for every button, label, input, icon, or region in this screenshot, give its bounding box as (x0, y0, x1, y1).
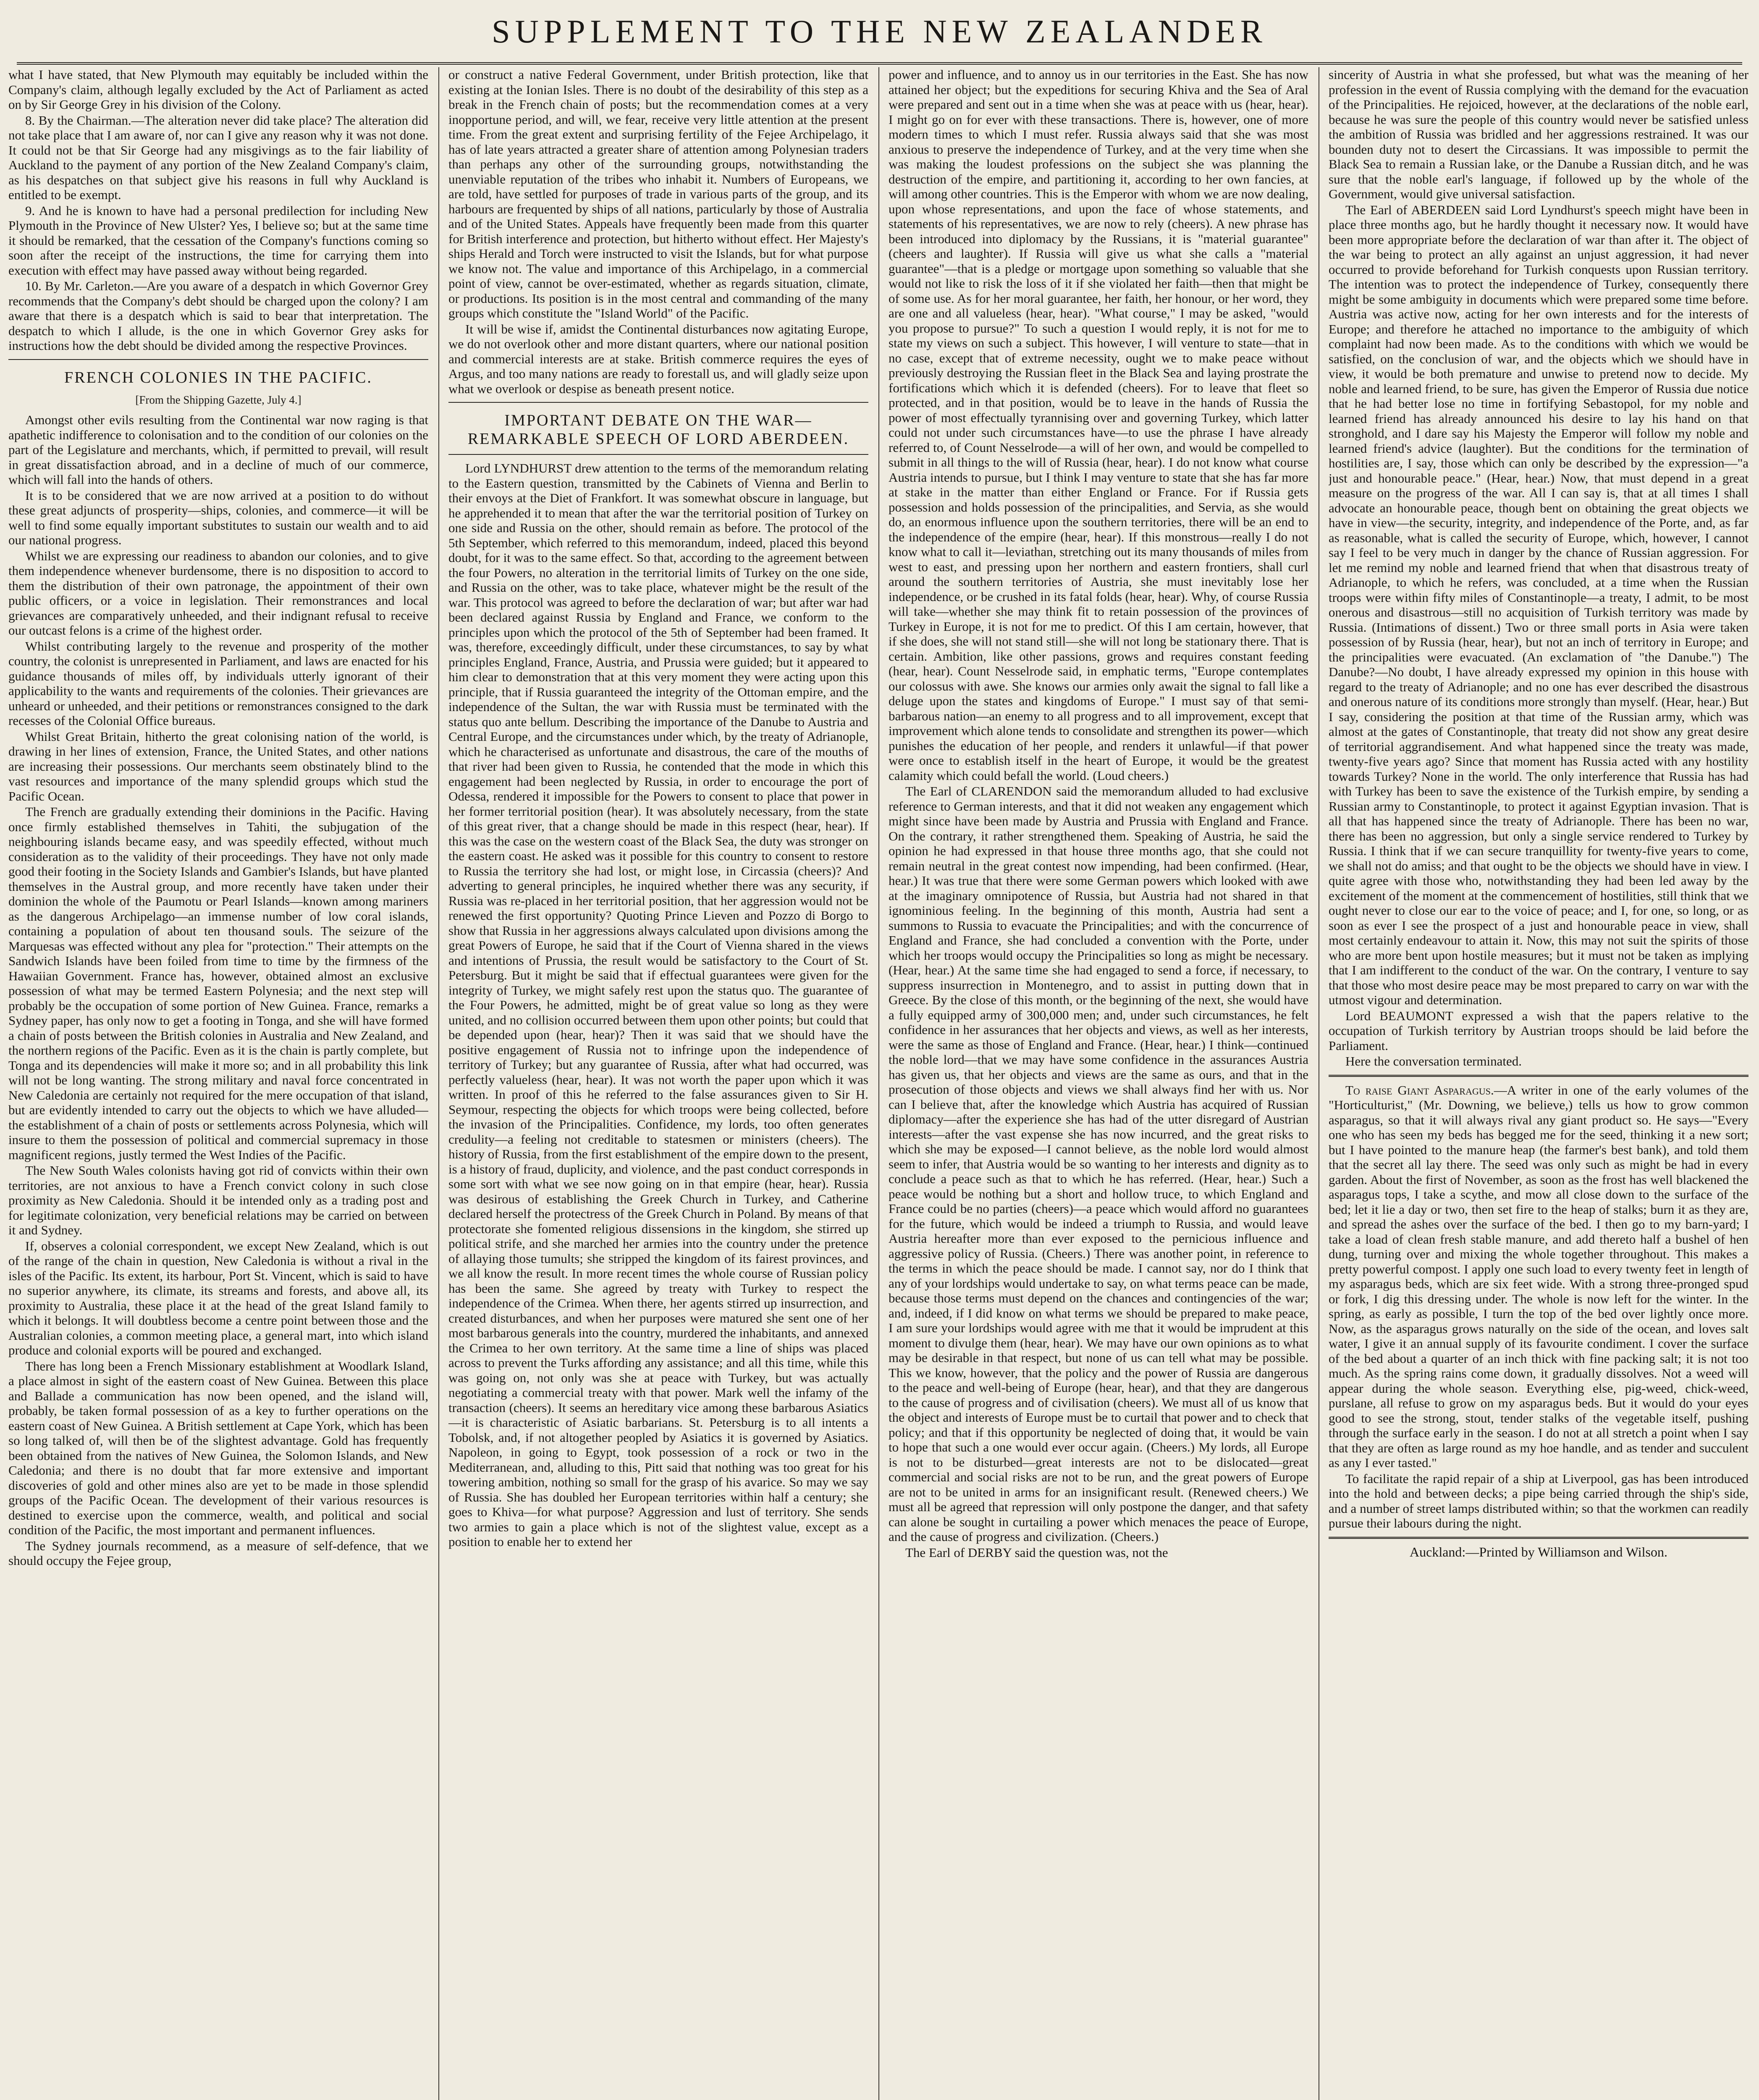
column-4 (1329, 67, 1749, 2100)
paragraph: The Earl of DERBY said the question was, not the (905, 1545, 1168, 1560)
paragraph: Here the conversation terminated. (1345, 1054, 1522, 1068)
header-rule (17, 62, 1742, 65)
paragraph: Whilst Great Britain, hitherto the great colonising nation of the world, is drawing in her lines of extension, France, the United States, and other nations are increasing their possessions. Our merchants seem obstinately blind to the vast resources and importance of the many splendid groups which stud the Pacific Ocean. (8, 729, 428, 803)
section-rule (8, 359, 428, 360)
paragraph: what I have stated, that New Plymouth may equitably be included within the Company's claim, although legally excluded by the Act of Parliament as acted on by Sir George Grey in his division of the Colony. (8, 67, 428, 112)
paragraph: The Earl of ABERDEEN said Lord Lyndhurst's speech might have been in place three months ago, but he hardly thought it necessary now. It would have been more appropriate before the declaration of war than after it. The object of the war being to protect an ally against an unjust aggression, it had never occurred to provide beforehand for Turkish conquests upon Russian territory. The intention was to protect the independence of Turkey, consequently there might be some ambiguity in documents which were prepared some time before. Austria was active now, acting for her own interests and for the interests of Europe; and therefore he attached no importance to the ambiguity of which complaint had now been made. As to the conditions with which we would be satisfied, on the conclusion of war, and the objects which we should have in view, it would be both premature and unwise to pretend now to decide. My noble and learned friend, to be sure, has given the Emperor of Russia due notice that he had better lose no time in fortifying Sebastopol, for my noble and learned friend has already announced his desire to lay his hand on that stronghold, and I dare say his Majesty the Emperor will follow my noble and learned friend's advice (laughter). But the conditions for the termination of hostilities are, I say, those which can only be described by the expression—"a just and honourable peace." (Hear, hear.) Now, that must depend in a great measure on the progress of the war. All I can say is, that at all times I shall advocate an honourable peace, though bent on obtaining the great objects we have in view—the security, integrity, and independence of the Porte, and, as far as reasonable, what is called the security of Europe, which, however, I cannot say I feel to be very much in danger by the chance of Russian aggression. For let me remind my noble and learned friend that when that disastrous treaty of Adrianople, to which he refers, was concluded, at a time when the Russian troops were within fifty miles of Constantinople—a treaty, I admit, to be most onerous and disastrous—still no acquisition of Turkish territory was made by Russia. (Intimations of dissent.) Two or three small ports in Asia were taken possession of by Russia (hear, hear), but not an inch of territory in Europe; and the principalities were evacuated. (An exclamation of "the Danube.") The Danube?—No doubt, I have already expressed my opinion in this house with regard to the treaty of Adrianople; and no one has ever described the disastrous and onerous nature of its conditions more strongly than myself. (Hear, hear.) But I say, considering the position at that time of the Russian army, which was almost at the gates of Constantinople, that treaty did not show any great desire of territorial aggrandisement. And what happened since the treaty was made, twenty-five years ago? Since that moment has Russia acted with any hostility towards Turkey? None in the world. The only interference that Russia has had with Turkey has been to save the existence of the Turkish empire, by sending a Russian army to Constantinople, to protect it against Egyptian invasion. That is all that has happened since the treaty of Adrianople. There has been no war, there has been no aggression, but only a single service rendered to Turkey by Russia. I think that if we can secure tranquillity for twenty-five years to come, we shall not do amiss; and that ought to be the objects we should have in view. I quite agree with those who, notwithstanding they had been led away by the excitement of the moment at the commencement of hostilities, still think that we ought never to close our ear to the voice of peace; and I, for one, so long, or as soon as ever I see the prospect of a just and honourable peace in view, shall most certainly endeavour to attain it. Now, this may not suit the spirits of those who are more bent upon hostile measures; but it must not be taken as implying that I am indifferent to the conduct of the war. On the contrary, I venture to say that those who most desire peace may be most prepared to carry on war with the utmost vigour and determination. (1329, 202, 1749, 1007)
paragraph: The New South Wales colonists having got rid of convicts within their own territories, are not anxious to have a French convict colony in such close proximity as New Caledonia. Should it be intended only as a trading post and for legitimate colonization, very beneficial relations may be carried on between it and Sydney. (8, 1163, 428, 1237)
article-source: [From the Shipping Gazette, July 4.] (135, 393, 301, 406)
masthead (17, 8, 1742, 67)
paragraph: or construct a native Federal Government, under British protection, like that existing at the Ionian Isles. There is no doubt of the desirability of this step as a break in the French chain of posts; but the recommendation comes at a very inopportune period, and will, we fear, receive very little attention at the present time. From the great extent and surprising fertility of the Fejee Archipelago, it has of late years attracted a greater share of attention among Polynesian traders than perhaps any other of the surrounding groups, notwithstanding the unenviable reputation of the tribes who inhabit it. Numbers of Europeans, we are told, have settled for purposes of trade in various parts of the group, and its harbours are frequented by ships of all nations, particularly by those of Australia and of the United States. Appeals have frequently been made from this quarter for British interference and protection, but hitherto without effect. Her Majesty's ships Herald and Torch were instructed to visit the Islands, but for what purpose we know not. The value and importance of this Archipelago, in a commercial point of view, cannot be over-estimated, whether as regards situation, climate, or productions. Its position is in the most central and commanding of the many groups which constitute the "Island World" of the Pacific. (448, 67, 868, 320)
paragraph: 8. By the Chairman.—The alteration never did take place? The alteration did not take place that I am aware of, nor can I give any reason why it was not done. It could not be that Sir George had any misgivings as to the fair liability of Auckland to the payment of any portion of the New Zealand Company's claim, as his despatches on that subject give his reasons in full why Auckland is entitled to be exempt. (8, 113, 428, 202)
section-rule (1329, 1075, 1749, 1077)
printer-imprint: Auckland:—Printed by Williamson and Wilson. (1410, 1544, 1667, 1559)
item-body: —A writer in one of the early volumes of the "Horticulturist," (Mr. Downing, we believe,) tells us how to grow common asparagus, so that it will always rival any giant product so. He says—"Every one who has seen my beds has begged me for the seed, thinking it a new sort; but I have pointed to the manure heap (the farmer's best bank), and told them that the secret all lay there. The seed was only such as might be had in every garden. About the first of November, as soon as the frost has well blackened the asparagus tops, I take a scythe, and mow all close down to the surface of the bed; let it lie a day or two, then set fire to the heap of stalks; burn it as they are, and spread the ashes over the surface of the bed. I then go to my barn-yard; I take a load of clean fresh stable manure, and add thereto half a bushel of hen dung, turning over and mixing the whole together throughout. This makes a pretty powerful compost. I apply one such load to every twenty feet in length of my asparagus beds, which are six feet wide. With a strong three-pronged spud or fork, I dig this dressing under. The whole is now left for the winter. In the spring, as early as possible, I turn the top of the bed over lightly once more. Now, as the asparagus grows naturally on the side of the ocean, and loves salt water, I give it an annual supply of its favourite condiment. I cover the surface of the bed about a quarter of an inch thick with fine packing salt; it is not too much. As the spring rains come down, it gradually dissolves. Not a weed will appear during the whole season. Everything else, pig-weed, chick-weed, purslane, all refuse to grow on my asparagus beds. But it would do your eyes good to see the strong, stout, tender stalks of the vegetable itself, pushing through the surface early in the season. I do not at all stretch a point when I say that they are often as large round as my hoe handle, and as tender and succulent as any I ever tasted." (1329, 1082, 1749, 1470)
article-headline: FRENCH COLONIES IN THE PACIFIC. (64, 368, 372, 386)
paragraph: Whilst contributing largely to the revenue and prosperity of the mother country, the colonist is unrepresented in Parliament, and laws are enacted for his guidance thousands of miles off, by individuals utterly ignorant of their applicability to the wants and requirements of the colonies. Their grievances are unheard or unheeded, and their petitions or remonstrances consigned to the dark recesses of the Colonial Office bureaus. (8, 638, 428, 728)
article-headline: IMPORTANT DEBATE ON THE WAR—REMARKABLE SPEECH OF LORD ABERDEEN. (467, 412, 849, 448)
paragraph: Lord LYNDHURST drew attention to the terms of the memorandum relating to the Eastern question, transmitted by the Cabinets of Vienna and Berlin to their envoys at the Diet of Frankfort. It was somewhat obscure in language, but he apprehended it to mean that after the war the territorial position of Turkey on one side and Russia on the other, should remain as before. The protocol of the 5th September, which referred to this memorandum, indeed, placed this beyond doubt, for it was to the same effect. So that, according to the agreement between the four Powers, no alteration in the territorial limits of Turkey on the one side, and Russia on the other, was to take place, whatever might be the result of the war. This protocol was agreed to before the declaration of war; but after war had been declared against Russia by England and France, we conform to the principles upon which the protocol of the 5th of September had been framed. It was, therefore, exceedingly difficult, under these circumstances, to say by what principles England, France, Austria, and Prussia were guided; but it appeared to him clear to demonstration that at this very moment they were acting upon this principle, that if Russia guaranteed the integrity of the Ottoman empire, and the independence of the Sultan, the war with Russia must be terminated with the status quo ante bellum. Describing the importance of the Danube to Austria and Central Europe, and the circumstances under which, by the treaty of Adrianople, which he characterised as unfortunate and disastrous, the care of the mouths of that river had been given to Russia, he contended that the mode in which this engagement had been neglected by Russia, in order to encourage the port of Odessa, rendered it impossible for the Powers to consent to place that power in her former territorial position (hear). It was absolutely necessary, from the state of this great river, that a change should be made in this respect (hear, hear). If this was the case on the western coast of the Black Sea, the duty was stronger on the eastern coast. He asked was it possible for this country to consent to restore to Russia the territory she had lost, or might lose, in Circassia (cheers)? And adverting to general principles, he inquired whether there was any security, if Russia was re-placed in her territorial position, that her aggression would not be renewed the first opportunity? Quoting Prince Lieven and Pozzo di Borgo to show that Russia in her aggressions always calculated upon divisions among the great Powers of Europe, he said that if the Court of Vienna shared in the views and intentions of Prussia, the result would be satisfactory to the Court of St. Petersburg. But it might be said that if effectual guarantees were given for the integrity of Turkey, we might safely rest upon the status quo. The guarantee of the Four Powers, he admitted, might be of great value so long as they were united, and no collision occurred between them upon other points; but could that be depended upon (hear, hear)? Then it was said that we should have the positive engagement of Russia not to infringe upon the independence of territory of Turkey; but any guarantee of Russia, after what had occurred, was perfectly valueless (hear, hear). It was not worth the paper upon which it was written. In proof of this he referred to the false assurances given to Sir H. Seymour, respecting the objects for which troops were being collected, before the invasion of the Principalities. Confidence, my lords, too often generates credulity—a feeling not creditable to statesmen or ministers (cheers). The history of Russia, from the first establishment of the empire down to the present, is a history of fraud, duplicity, and violence, and the past conduct corresponds in some sort with what we see now going on in that empire (hear, hear). Russia was desirous of establishing the Greek Church in Turkey, and Catherine declared herself the protectress of the Greek Church in Poland. By means of that protectorate she fomented religious dissensions in the kingdom, she stirred up political strife, and she marched her armies into the country under the pretence of allaying those tumults; she stripped the kingdom of its fairest provinces, and we all know the result. In more recent times the whole course of Russian policy has been the same. She agreed by treaty with Turkey to respect the independence of the Crimea. When there, her agents stirred up insurrection, and created disturbances, and when her purposes were matured she sent one of her most barbarous generals into the country, murdered the inhabitants, and annexed the Crimea to her own territory. At the same time a line of ships was placed across to prevent the Turks affording any assistance; and all this time, while this was going on, not only was she at peace with Turkey, but was actually negotiating a commercial treaty with that power. Mark well the infamy of the transaction (cheers). It seems an hereditary vice among these barbarous Asiatics—it is characteristic of Asiatic barbarians. St. Petersburg is to all intents a Tobolsk, and, if not altogether peopled by Asiatics it is governed by Asiatics. Napoleon, in going to Egypt, took possession of a rock or two in the Mediterranean, and, alluding to this, Pitt said that nothing was too great for his towering ambition, nothing so small for the grasp of his avarice. So may we say of Russia. She has doubled her European territories within half a century; she goes to Khiva—for what purpose? Aggression and lust of territory. She sends two armies to gain a place which is not of the slightest value, except as a position to enable her to extend her (448, 461, 868, 1549)
paragraph: Lord BEAUMONT expressed a wish that the papers relative to the occupation of Turkish territory by Austrian troops should be laid before the Parliament. (1329, 1008, 1749, 1053)
paragraph: If, observes a colonial correspondent, we except New Zealand, which is out of the range of the chain in question, New Caledonia is without a rival in the isles of the Pacific. Its extent, its harbour, Port St. Vincent, which is said to have no superior anywhere, its climate, its streams and forests, and above all, its proximity to Australia, these place it at the head of the great Island family to which it belongs. It will doubtless become a centre point between those and the Australian colonies, a common meeting place, a general mart, into which island produce and colonial exports will be poured and exchanged. (8, 1238, 428, 1357)
paragraph: Whilst we are expressing our readiness to abandon our colonies, and to give them independence whenever burdensome, there is no disposition to accord to them the distribution of their own patronage, the appointment of their own public officers, or a voice in legislation. Their remonstrances and local grievances are comparatively unheeded, and their indignant refusal to receive our outcast felons is a crime of the highest order. (8, 548, 428, 638)
column-divider (438, 67, 439, 2100)
paragraph: It will be wise if, amidst the Continental disturbances now agitating Europe, we do not overlook other and more distant quarters, where our national position and commercial interests are at stake. British commerce requires the eyes of Argus, and too many nations are ready to forestall us, and will gladly seize upon what we overlook or despise as beneath present notice. (448, 321, 868, 396)
item-title: To raise Giant Asparagus. (1345, 1082, 1494, 1097)
section-rule (448, 402, 868, 403)
paragraph (1329, 1083, 1749, 1470)
section-rule (448, 454, 868, 455)
column-2 (448, 67, 868, 2100)
column-1 (8, 67, 428, 2100)
paragraph: The Sydney journals recommend, as a measure of self-defence, that we should occupy the Fejee group, (8, 1538, 428, 1568)
column-3 (889, 67, 1308, 2100)
paragraph: To facilitate the rapid repair of a ship at Liverpool, gas has been introduced into the hold and between decks; a pipe being carried through the ship's side, and a number of street lamps distributed within; so that the workmen can readily pursue their labours during the night. (1329, 1471, 1749, 1530)
paragraph: It is to be considered that we are now arrived at a position to do without these great adjuncts of prosperity—ships, colonies, and commerce—it will be well to find some equally important substitutes to sustain our wealth and to aid our national progress. (8, 488, 428, 547)
column-divider (878, 67, 879, 2100)
paragraph: Amongst other evils resulting from the Continental war now raging is that apathetic indifference to colonisation and to the condition of our colonies on the part of the Legislature and merchants, which, if permitted to prevail, will result in great dissatisfaction abroad, and in a decline of much of our commerce, which will fall into the hands of others. (8, 412, 428, 487)
paragraph: 9. And he is known to have had a personal predilection for including New Plymouth in the Province of New Ulster? Yes, I believe so; but at the same time it should be remarked, that the cessation of the Company's functions coming so soon after the receipt of the instructions, the time for carrying them into execution with effect may have passed away without being regarded. (8, 203, 428, 278)
paragraph: 10. By Mr. Carleton.—Are you aware of a despatch in which Governor Grey recommends that the Company's debt should be charged upon the colony? I am aware that there is a despatch which is said to bear that interpretation. The despatch to which I allude, is the one in which Governor Grey asks for instructions how the debt should be divided among the respective Provinces. (8, 278, 428, 353)
paragraph: The French are gradually extending their dominions in the Pacific. Having once firmly established themselves in Tahiti, the subjugation of the neighbouring islands became easy, and was speedily effected, without much consideration as to the validity of their proceedings. They have not only made good their footing in the Society Islands and Gambier's Islands, but have planted themselves in the Austral group, and more recently have taken under their dominion the whole of the Paumotu or Pearl Islands—known among mariners as the dangerous Archipelago—an immense number of low coral islands, containing a population of about ten thousand souls. The seizure of the Marquesas was effected without any plea for "protection." Their attempts on the Sandwich Islands have been foiled from time to time by the firmness of the Hawaiian Government. France has, however, obtained almost an exclusive possession of what may be termed Eastern Polynesia; and the next step will probably be the occupation of some portion of New Guinea. France, remarks a Sydney paper, has only now to get a footing in Tonga, and she will have formed a chain of posts between the British colonies in Australia and New Zealand, and the northern regions of the Pacific. Even as it is the chain is partly complete, but Tonga and its dependencies will make it more so; and in all probability this link will not be long wanting. The strong military and naval force concentrated in New Caledonia are certainly not required for the mere occupation of that island, but are evidently intended to carry out the objects to which we have alluded—the establishment of a chain of posts or settlements across Polynesia, which will insure to them the possession of political and commercial supremacy in those magnificent regions, justly termed the West Indies of the Pacific. (8, 804, 428, 1162)
paragraph: sincerity of Austria in what she professed, but what was the meaning of her profession in the event of Russia complying with the demand for the evacuation of the Principalities. He rejoiced, however, at the declarations of the noble earl, because he was sure the people of this country would never be satisfied unless the ambition of Russia was bridled and her aggressions restrained. It was our bounden duty not to desert the Circassians. It was impossible to permit the Black Sea to remain a Russian lake, or the Danube a Russian ditch, and he was sure that the noble earl's language, if followed up by the whole of the Government, would give universal satisfaction. (1329, 67, 1749, 201)
paragraph: power and influence, and to annoy us in our territories in the East. She has now attained her object; but the expeditions for securing Khiva and the Sea of Aral were prepared and sent out in a time when she was at peace with us (hear, hear). I might go on for ever with these transactions. There is, however, one of more modern times to which I must refer. Russia always said that she was most anxious to preserve the independence of Turkey, and at the very time when she was making the loudest professions on the subject she was planning the destruction of the empire, and partitioning it, according to her own fancies, at will among other countries. This is the Emperor with whom we are now dealing, upon whose representations, and upon the face of whose statements, and statements of his representatives, we are now to rely (cheers). A new phrase has been introduced into diplomacy by the Russians, it is "material guarantee" (cheers and laughter). If Russia will give us what she calls a "material guarantee"—that is a pledge or mortgage upon something so valuable that she would not like to risk the loss of it if she violated her faith—then that might be of some use. As for her moral guarantee, her faith, her honour, or her word, they are one and all valueless (hear, hear). "What course," I may be asked, "would you propose to pursue?" To such a question I would reply, it is not for me to state my views on such a subject. This however, I will venture to state—that in no case, except that of extreme necessity, ought we to make peace without previously destroying the Russian fleet in the Black Sea and laying prostrate the fortifications which which it is defended (cheers). For to leave that fleet so protected, and in that position, would be to leave in the hands of Russia the power of most effectually tyrannising over and governing Turkey, which latter could not under such circumstances have—to use the phrase I have already referred to, of Count Nesselrode—a will of her own, and would be compelled to submit in all things to the will of Russia (hear, hear). I do not know what course Austria intends to pursue, but I think I may venture to state that she has far more at stake in the matter than either England or France. For if Russia gets possession and holds possession of the principalities, and Servia, as she would do, an enormous influence upon the southern territories, there will be an end to the independence of the empire (hear, hear). If this monstrous—really I do not know what to call it—leviathan, stretching out its many thousands of miles from west to east, and pressing upon her northern and eastern frontiers, shall curl around the southern territories of Austria, she must inevitably lose her independence, or be crushed in its fatal folds (hear, hear). Why, of course Russia will take—whether she may think fit to retain possession of the provinces of Turkey in Europe, it is not for me to predict. Of this I am certain, however, that if she does, she will not stand still—she will not long be stationary there. That is certain. Ambition, like other passions, grows and requires constant feeding (hear, hear). Count Nesselrode said, in emphatic terms, "Europe contemplates our colossus with awe. She knows our armies only await the signal to fall like a deluge upon the states and kingdoms of Europe." I must say of that semi-barbarous nation—an enemy to all progress and to all improvement, except that improvement which alone tends to consolidate and strengthen its power—which punishes the education of her people, and renders it unlawful—if that power were once to establish itself in the heart of Europe, it would be the greatest calamity which could befall the world. (Loud cheers.) (889, 67, 1308, 783)
section-rule (1329, 1537, 1749, 1539)
paragraph: There has long been a French Missionary establishment at Woodlark Island, a place almost in sight of the eastern coast of New Guinea. Between this place and Ballade a communication has now been opened, and the island will, probably, be taken formal possession of as a key to further operations on the eastern coast of New Guinea. A British settlement at Cape York, which has been so long talked of, will then be of the slightest advantage. Gold has frequently been obtained from the natives of New Guinea, the Solomon Islands, and New Caledonia; and there is no doubt that far more extensive and important discoveries of gold and other mines also are yet to be made in those splendid groups of the Pacific Ocean. The development of their various resources is destined to exercise upon the commerce, wealth, and political and social condition of the Pacific, the most important and permanent influences. (8, 1358, 428, 1537)
paragraph: The Earl of CLARENDON said the memorandum alluded to had exclusive reference to German interests, and that it did not weaken any engagement which might since have been made by Austria and Prussia with England and France. On the contrary, it rather strengthened them. Speaking of Austria, he said the opinion he had expressed in that house three months ago, that she could not remain neutral in the great contest now impending, had been confirmed. (Hear, hear.) It was true that there were some German powers which looked with awe at the imaginary omnipotence of Russia, but Austria had not shared in that ignominious feeling. In the beginning of this month, Austria had sent a summons to Russia to evacuate the Principalities; and with the concurrence of England and France, she had concluded a convention with the Porte, under which her troops would occupy the Principalities so long as might be necessary. (Hear, hear.) At the same time she had engaged to send a force, if necessary, to suppress insurrection in Montenegro, and to assist in putting down that in Greece. By the close of this month, or the beginning of the next, she would have a fully equipped army of 300,000 men; and, under such circumstances, he felt confidence in her assurances that her objects and views, as well as her interests, were the same as those of England and France. (Hear, hear.) I think—continued the noble lord—that we may have some confidence in the assurances Austria has given us, that her objects and views are the same as ours, and that in the prosecution of those objects and views we shall always find her with us. Nor can I believe that, after the knowledge which Austria has acquired of Russian diplomacy—after the experience she has had of the utter disregard of Austrian interests—after the vast expense she has now incurred, and the great risks to which she may be exposed—I cannot believe, as the noble lord would almost seem to infer, that Austria would be so wanting to her interests and dignity as to conclude a peace such as that to which he has referred. (Hear, hear.) Such a peace would be nothing but a short and hollow truce, to which England and France could be no parties (cheers)—a peace which would afford no guarantees for the future, which would be indeed a triumph to Russia, and would leave Austria hereafter more than ever exposed to the pernicious influence and aggressive policy of Russia. (Cheers.) There was another point, in reference to the terms in which the peace should be made. I cannot say, nor do I think that any of your lordships would undertake to say, on what terms peace can be made, because those terms must depend on the chances and contingencies of the war; and, indeed, if I did know on what terms we should be prepared to make peace, I am sure your lordships would agree with me that it would be imprudent at this moment to divulge them (hear, hear). We may have our own opinions as to what may be desirable in that respect, but none of us can tell what may be possible. This we know, however, that the policy and the power of Russia are dangerous to the peace and well-being of Europe (hear, hear), and that they are dangerous to the cause of progress and of civilisation (cheers). We must all of us know that the object and interests of Europe must be to curtail that power and to check that policy; and that if this opportunity be neglected of doing that, it would be vain to hope that such a one would ever occur again. (Cheers.) My lords, all Europe is not to be disturbed—great interests are not to be dislocated—great commercial and social risks are not to be run, and the great powers of Europe are not to be united in arms for an insignificant result. (Renewed cheers.) We must all be agreed that repression will only postpone the danger, and that safety can alone be sought in curtailing a power which menaces the peace of Europe, and the cause of progress and civilization. (Cheers.) (889, 784, 1308, 1544)
page-title: SUPPLEMENT TO THE NEW ZEALANDER (492, 13, 1267, 50)
